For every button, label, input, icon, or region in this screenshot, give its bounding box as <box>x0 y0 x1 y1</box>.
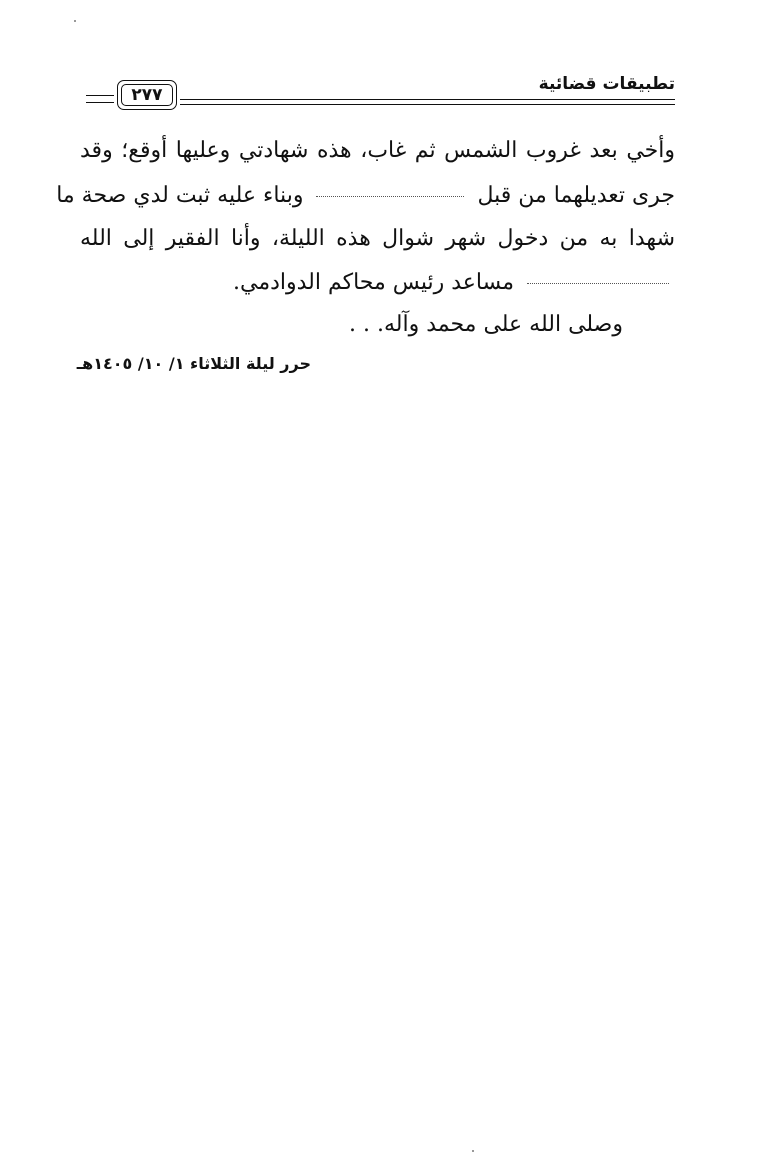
date-line: حرر ليلة الثلاثاء ١/ ١٠/ ١٤٠٥هـ <box>76 354 311 373</box>
scan-speck <box>74 20 76 22</box>
header-rule-second <box>180 104 675 105</box>
body-line-3: شهدا به من دخول شهر شوال هذه الليلة، وأنا الفقير إلى الله <box>80 226 675 251</box>
body-line-4-text: مساعد رئيس محاكم الدوادمي. <box>232 270 514 295</box>
scan-speck-bottom <box>472 1150 474 1152</box>
page-number-frame <box>117 80 177 110</box>
page-number: ٢٧٧ <box>131 85 163 105</box>
header-left-rule <box>86 95 114 103</box>
running-title: تطبيقات قضائية <box>538 74 675 94</box>
body-line-2 <box>56 183 675 209</box>
dotted-blank <box>316 195 464 197</box>
closing-salutation: وصلى الله على محمد وآله. . . <box>349 312 623 337</box>
body-line-4 <box>80 270 675 296</box>
body-line-2-end: وبناء عليه ثبت لدي صحة ما <box>56 183 304 208</box>
body-line-2-start: جرى تعديلهما من قبل <box>477 183 675 208</box>
dotted-blank-signature <box>527 282 669 284</box>
header-rule <box>180 99 675 100</box>
body-line-1: وأخي بعد غروب الشمس ثم غاب، هذه شهادتي وعليها أوقع؛ وقد <box>80 138 675 163</box>
